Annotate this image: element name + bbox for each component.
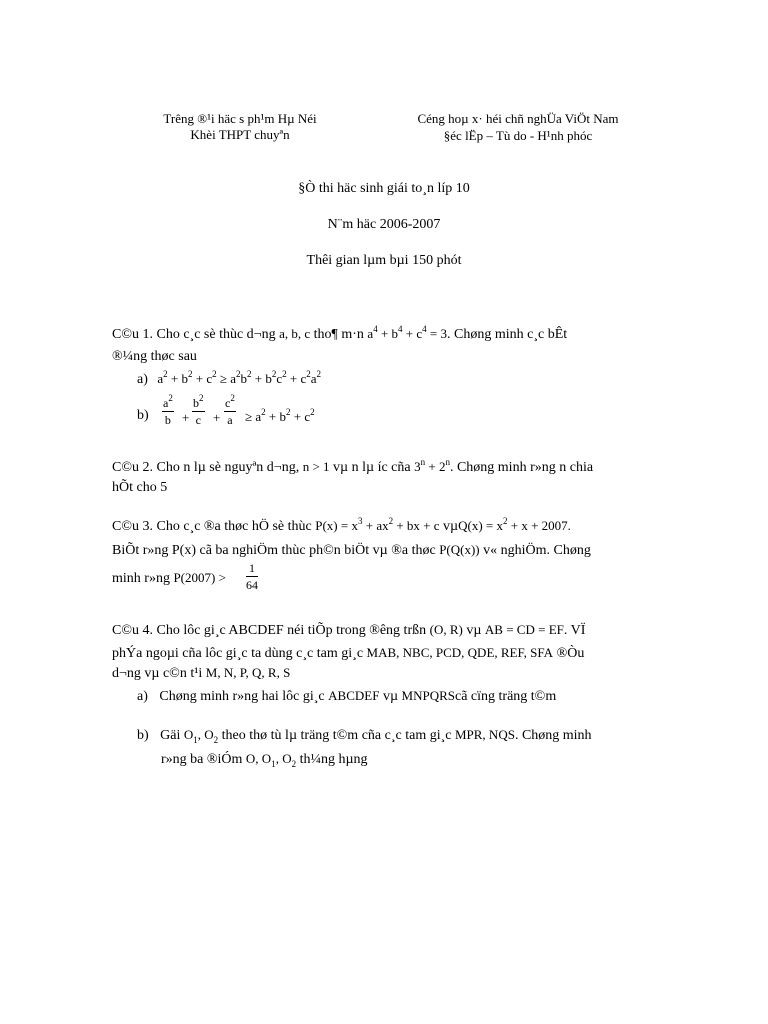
- question-4-part-b-line-2: [161, 751, 368, 768]
- question-2-condition: n > 1: [302, 459, 330, 474]
- question-4-text: . VÏ: [563, 623, 586, 638]
- school-division: Khèi THPT chuyªn: [190, 127, 290, 142]
- question-4-text: vµ: [466, 623, 482, 638]
- question-3-line-2: [112, 542, 591, 559]
- question-1-line-1: [112, 326, 567, 343]
- polynomial-p: $P(x) = x^3 + ax^2$ + bx + c: [315, 516, 440, 533]
- question-1-line-2: ®¼ng thøc sau: [112, 349, 197, 364]
- part-a-inequality: $a^2 + b^2 + c^2 \ge a^2b^2 + b^2c^2 + c^2a^2$: [157, 369, 322, 386]
- fraction-1-over-64: [246, 560, 258, 593]
- plus-sign: +: [213, 410, 221, 425]
- part-a-text: vµ: [382, 689, 399, 704]
- part-b-text: th¼ng hµng: [299, 752, 368, 767]
- time-limit: Thêi gian lµm bµi 150 phót: [306, 253, 462, 268]
- question-2-line-2: hÕt cho 5: [112, 480, 168, 495]
- question-1-part-a: [137, 371, 321, 388]
- question-3-line-3: [112, 570, 226, 587]
- question-1-condition: $a^4 + b^4 + c^4 = 3$: [367, 324, 447, 341]
- question-1-text: tho¶ m·n: [313, 327, 364, 342]
- fraction-denominator: 64: [246, 578, 258, 592]
- question-3-text: BiÕt r»ng P(x) cã ba nghiÖm thùc ph©n biÖt vµ ®a thøc: [112, 543, 436, 558]
- triangles-mpr-nqs: MPR, NQS: [454, 727, 515, 742]
- part-a-label: a): [137, 689, 148, 704]
- question-2-text: Cho n lµ sè nguyªn d¬ng,: [156, 460, 300, 475]
- question-4-label: C©u 4.: [112, 623, 153, 638]
- question-4-part-b: [137, 727, 592, 744]
- fraction-b2-over-c: $\frac{b^2}{c}$: [193, 393, 204, 427]
- part-a-text: cã cïng träng t©m: [455, 689, 557, 704]
- question-3-text: vµ: [443, 519, 459, 534]
- school-year: N¨m häc 2006-2007: [327, 217, 441, 232]
- question-3-text: Cho c¸c ®a thøc hÖ sè thùc: [156, 519, 312, 534]
- part-b-rhs: ≥ $a^2 + b^2 + c^2$: [245, 407, 315, 424]
- part-a-text: Chøng minh r»ng hai lôc gi¸c: [159, 689, 325, 704]
- centroids-o1-o2: $O_1$, $O_2$: [183, 727, 219, 745]
- composite-pq: P(Q(x)): [439, 542, 480, 557]
- question-4-line-1: [112, 622, 585, 639]
- question-4-line-2: [112, 645, 584, 662]
- question-1-vars: a, b, c: [279, 326, 311, 341]
- triangle-list: MAB, NBC, PCD, QDE, REF, SFA: [366, 645, 554, 660]
- question-1-text: . Chøng minh c¸c bÊt: [447, 327, 568, 342]
- question-4-text: ®Òu: [556, 646, 585, 661]
- side-equality: AB = CD = EF: [484, 622, 564, 637]
- question-2-text: . Chøng minh r»ng n chia: [449, 460, 594, 475]
- question-4-line-3: [112, 665, 290, 682]
- part-b-text: . Chøng minh: [514, 728, 592, 743]
- exam-title: §Ò thi häc sinh giái to¸n líp 10: [298, 181, 470, 196]
- fraction-numerator: 1: [246, 560, 258, 577]
- point-list: M, N, P, Q, R, S: [205, 665, 291, 680]
- fraction-c2-over-a: $\frac{c^2}{a}$: [225, 393, 235, 427]
- question-1-text: Cho c¸c sè thùc d¬ng: [156, 327, 276, 342]
- part-b-text: r»ng ba ®iÓm: [161, 752, 243, 767]
- points-o-o1-o2: O, $O_1$, $O_2$: [245, 751, 297, 769]
- question-3-label: C©u 3.: [112, 519, 153, 534]
- question-2-label: C©u 2.: [112, 460, 153, 475]
- question-2-text: vµ n lµ íc cña: [333, 460, 411, 475]
- country-motto: §éc lËp – Tù do - H¹nh phóc: [443, 128, 593, 143]
- p2007-inequality: P(2007) >: [173, 570, 226, 585]
- question-1-label: C©u 1.: [112, 327, 153, 342]
- question-2-line-1: [112, 459, 593, 476]
- polynomial-q: $Q(x) = x^2 + x + 2007$.: [458, 516, 571, 533]
- plus-sign: +: [182, 410, 190, 425]
- part-b-text: Gäi: [160, 728, 181, 743]
- question-3-line-1: [112, 518, 571, 535]
- question-4-text: d¬ng vµ c©n t¹i: [112, 666, 203, 681]
- question-3-text: minh r»ng: [112, 571, 170, 586]
- hexagon-mnpqrs: MNPQRS: [401, 688, 455, 703]
- part-b-text: theo thø tù lµ träng t©m cña c¸c tam gi¸c: [221, 728, 452, 743]
- question-3-text: v« nghiÖm. Chøng: [483, 543, 591, 558]
- question-4-text: phÝa ngoµi cña lôc gi¸c ta dùng c¸c tam gi¸c: [112, 646, 364, 661]
- circle-or: (O, R): [429, 622, 463, 637]
- part-b-label: b): [137, 728, 149, 743]
- part-b-label: b): [137, 408, 149, 423]
- hexagon-abcdef: ABCDEF: [328, 688, 380, 703]
- part-a-label: a): [137, 372, 148, 387]
- fraction-a2-over-b: $\frac{a^2}{b}$: [163, 393, 173, 427]
- question-4-part-a: [137, 688, 556, 705]
- question-4-text: Cho lôc gi¸c ABCDEF néi tiÕp trong ®êng trßn: [156, 623, 427, 638]
- country-name: Céng hoµ x· héi chñ nghÜa ViÖt Nam: [417, 111, 619, 126]
- question-2-expression: $3^n + 2^n$: [414, 457, 450, 474]
- school-name: Trêng ®¹i häc s ph¹m Hµ Néi: [163, 111, 317, 126]
